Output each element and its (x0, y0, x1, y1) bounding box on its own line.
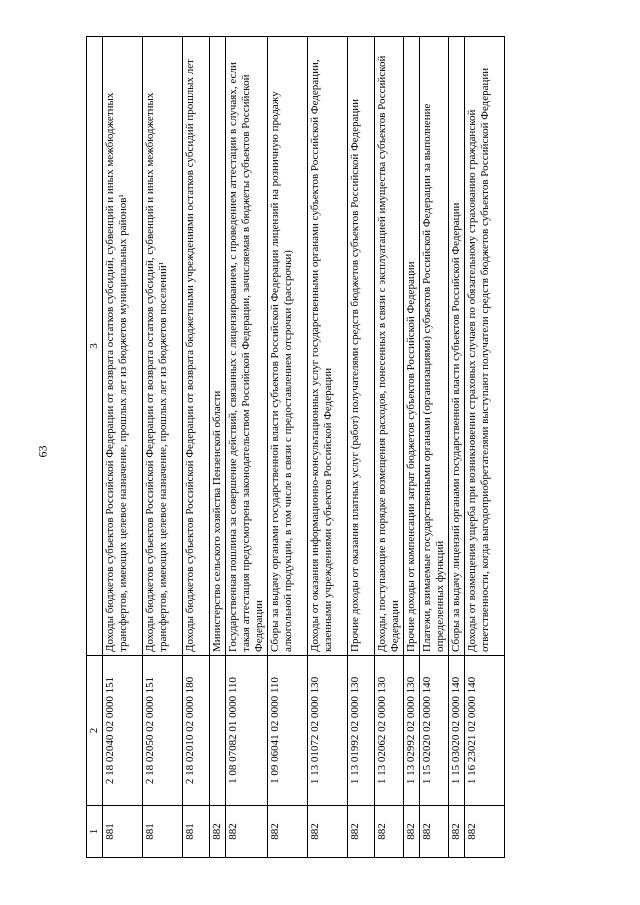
revenue-code-cell: 1 13 02992 02 0000 130 (404, 656, 420, 806)
admin-code-cell: 882 (449, 806, 465, 858)
admin-code-cell: 882 (404, 806, 420, 858)
revenue-name-cell: Сборы за выдачу лицензий органами государственной власти субъектов Российской Федерации (449, 37, 465, 656)
table-row (210, 37, 226, 858)
table-row (308, 37, 348, 858)
revenue-name-cell: Доходы от возмещения ущерба при возникновении страховых случаев по обязательному страхованию гражданской ответственности, когда выгодоприобретателями выступают получатели средств бюджетов субъектов Российской Федерации (465, 37, 505, 656)
revenue-code-cell (210, 656, 226, 806)
table-row (375, 37, 404, 858)
revenue-name-cell: Прочие доходы от оказания платных услуг (работ) получателями средств бюджетов субъектов Российской Федерации (348, 37, 375, 656)
admin-code-cell: 881 (103, 806, 143, 858)
revenue-code-cell: 1 16 23021 02 0000 140 (465, 656, 505, 806)
rotated-table-container (86, 37, 598, 858)
revenue-code-cell: 1 15 03020 02 0000 140 (449, 656, 465, 806)
revenue-code-cell: 1 13 02062 02 0000 130 (375, 656, 404, 806)
table-row (404, 37, 420, 858)
revenue-code-cell: 1 09 06041 02 0000 110 (268, 656, 308, 806)
admin-code-cell: 882 (465, 806, 505, 858)
table-row (449, 37, 465, 858)
table-row (143, 37, 183, 858)
revenue-name-cell: Прочие доходы от компенсации затрат бюджетов субъектов Российской Федерации (404, 37, 420, 656)
header-col-3: 3 (87, 37, 103, 656)
table-row (183, 37, 210, 858)
revenue-name-cell: Доходы от оказания информационно-консультационных услуг государственными органами субъектов Российской Федерации, казенными учреждениями субъектов Российской Федерации (308, 37, 348, 656)
admin-code-cell: 881 (143, 806, 183, 858)
page-number: 63 (35, 445, 50, 458)
admin-code-cell: 882 (210, 806, 226, 858)
revenue-code-cell: 2 18 02040 02 0000 151 (103, 656, 143, 806)
revenue-name-cell: Платежи, взимаемые государственными органами (организациями) субъектов Российской Федерации за выполнение определенных функций (420, 37, 449, 656)
table-row (465, 37, 505, 858)
table-row (226, 37, 268, 858)
revenue-name-cell: Доходы бюджетов субъектов Российской Федерации от возврата бюджетными учреждениями остатков субсидий прошлых лет (183, 37, 210, 656)
header-row (87, 37, 103, 858)
revenue-code-cell: 1 15 02020 02 0000 140 (420, 656, 449, 806)
revenue-code-cell: 2 18 02010 02 0000 180 (183, 656, 210, 806)
revenue-name-cell: Доходы бюджетов субъектов Российской Федерации от возврата остатков субсидий, субвенций и иных межбюджетных трансфертов, имеющих целевое назначение, прошлых лет из бюджетов поселений¹ (143, 37, 183, 656)
admin-code-cell: 882 (308, 806, 348, 858)
admin-code-cell: 882 (226, 806, 268, 858)
header-col-2: 2 (87, 656, 103, 806)
revenue-code-cell: 1 08 07082 01 0000 110 (226, 656, 268, 806)
table-row (268, 37, 308, 858)
header-col-1: 1 (87, 806, 103, 858)
revenue-name-cell: Сборы за выдачу органами государственной власти субъектов Российской Федерации лицензий на розничную продажу алкогольной продукции, в том числе в связи с предоставлением отсрочки (рассрочки) (268, 37, 308, 656)
admin-code-cell: 882 (348, 806, 375, 858)
revenue-code-cell: 2 18 02050 02 0000 151 (143, 656, 183, 806)
admin-code-cell: 882 (420, 806, 449, 858)
revenue-name-cell: Доходы бюджетов субъектов Российской Федерации от возврата остатков субсидий, субвенций и иных межбюджетных трансфертов, имеющих целевое назначение, прошлых лет из бюджетов муниципальных районов¹ (103, 37, 143, 656)
table-row (103, 37, 143, 858)
revenue-name-cell: Министерство сельского хозяйства Пензенской области (210, 37, 226, 656)
revenue-name-cell: Государственная пошлина за совершение действий, связанных с лицензированием, с проведением аттестации в случаях, если такая аттестация предусмотрена законодательством Российской Федерации, зачисляемая в бюджеты субъектов Российской Федерации (226, 37, 268, 656)
admin-code-cell: 882 (375, 806, 404, 858)
table-row (420, 37, 449, 858)
revenue-code-cell: 1 13 01992 02 0000 130 (348, 656, 375, 806)
admin-code-cell: 882 (268, 806, 308, 858)
revenue-codes-table (86, 36, 505, 858)
revenue-name-cell: Доходы, поступающие в порядке возмещения расходов, понесенных в связи с эксплуатацией имущества субъектов Российской Федерации (375, 37, 404, 656)
revenue-code-cell: 1 13 01072 02 0000 130 (308, 656, 348, 806)
admin-code-cell: 881 (183, 806, 210, 858)
table-row (348, 37, 375, 858)
